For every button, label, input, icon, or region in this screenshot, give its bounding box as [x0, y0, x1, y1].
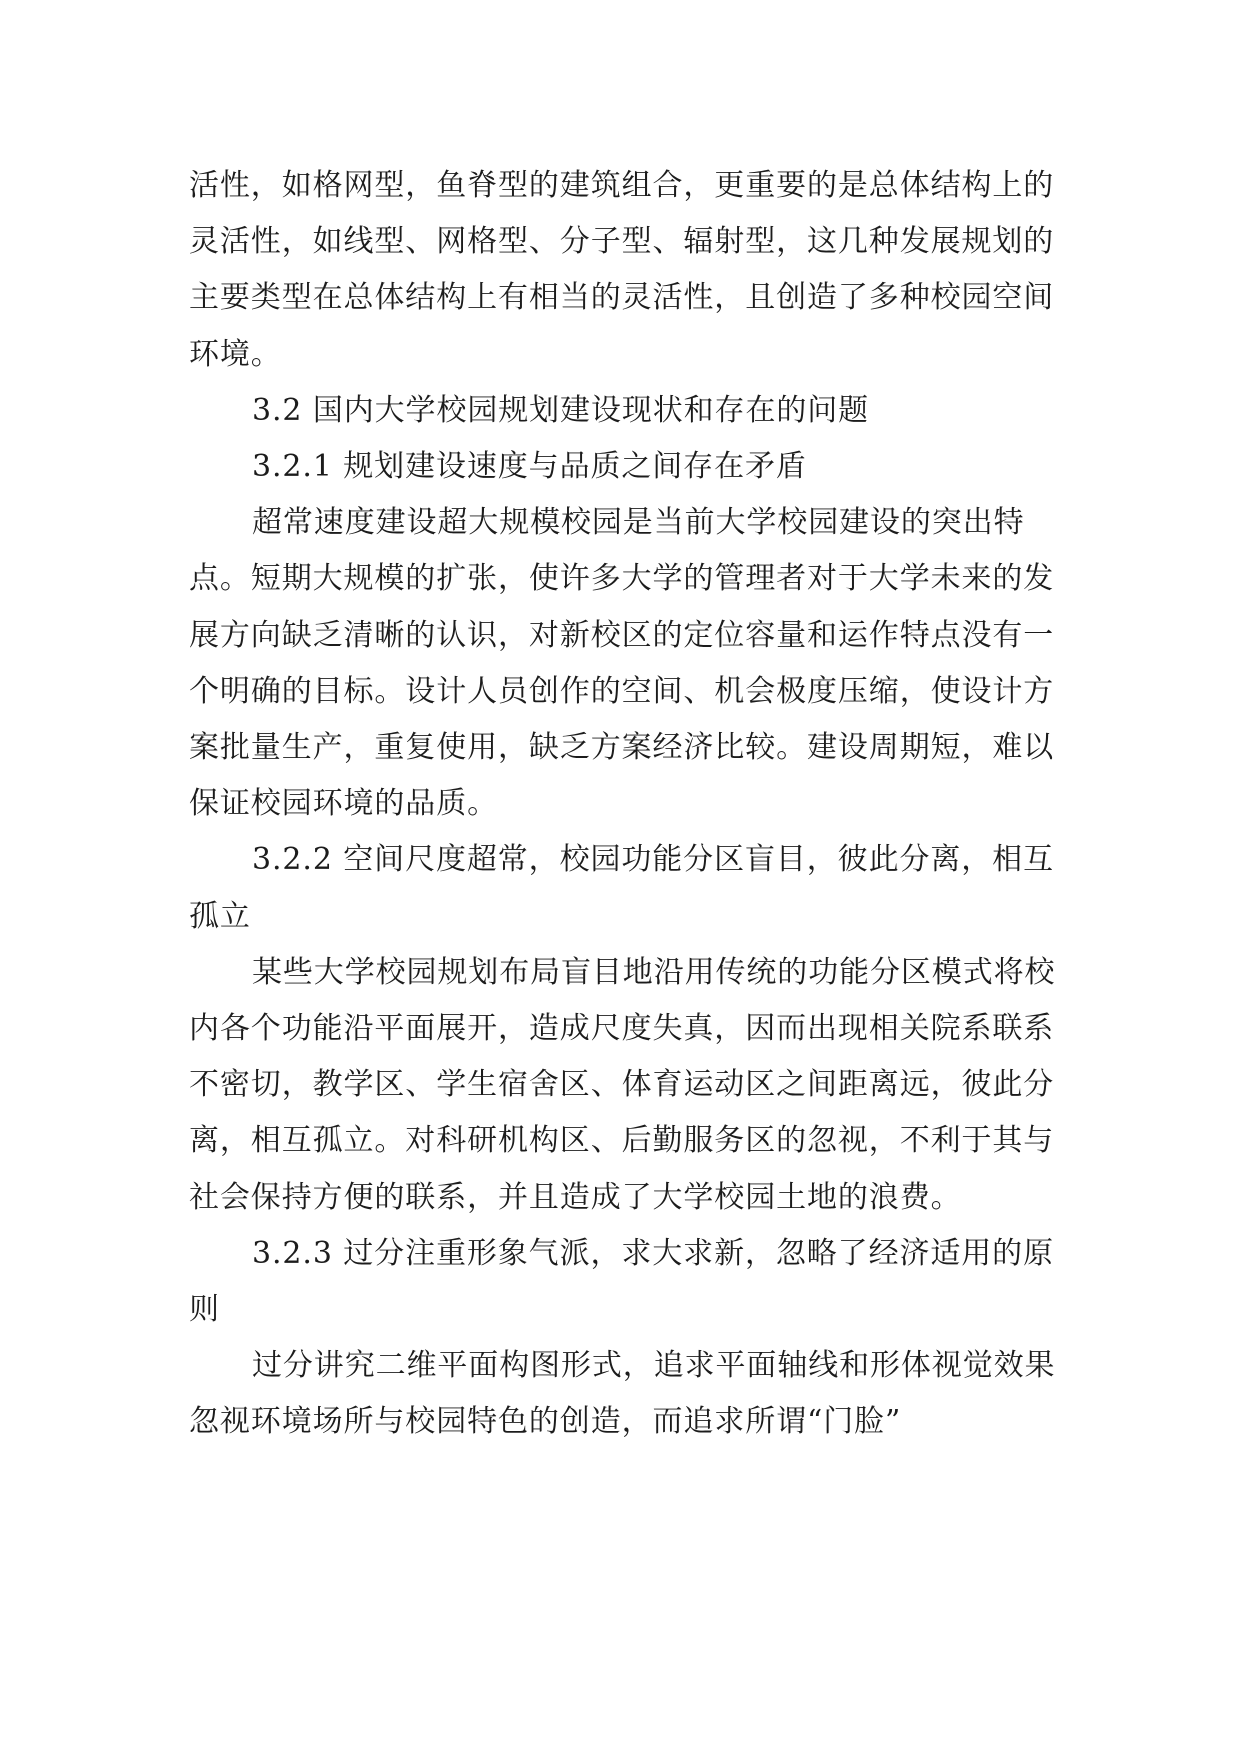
paragraph-3-2-2: 某些大学校园规划布局盲目地沿用传统的功能分区模式将校内各个功能沿平面展开，造成尺度失真，因而出现相关院系联系不密切，教学区、学生宿舍区、体育运动区之间距离远，彼此分离，相互孤立。对科研机构区、后勤服务区的忽视，不利于其与社会保持方便的联系，并且造成了大学校园土地的浪费。 — [189, 954, 1056, 1215]
heading-3-2-3: 3.2.3 过分注重形象气派，求大求新，忽略了经济适用的原则 — [189, 1235, 1054, 1328]
paragraph-3-2-3: 过分讲究二维平面构图形式，追求平面轴线和形体视觉效果忽视环境场所与校园特色的创造，而追求所谓“门脸” — [189, 1348, 1056, 1440]
paragraph-continued: 活性，如格网型，鱼脊型的建筑组合，更重要的是总体结构上的灵活性，如线型、网格型、分子型、辐射型，这几种发展规划的主要类型在总体结构上有相当的灵活性，且创造了多种校园空间环境。 — [189, 168, 1055, 372]
heading-3-2-1: 3.2.1 规划建设速度与品质之间存在矛盾 — [252, 449, 807, 485]
document-body — [189, 158, 1059, 1451]
paragraph-3-2-1: 超常速度建设超大规模校园是当前大学校园建设的突出特点。短期大规模的扩张，使许多大学的管理者对于大学未来的发展方向缺乏清晰的认识，对新校区的定位容量和运作特点没有一个明确的目标。设计人员创作的空间、机会极度压缩，使设计方案批量生产，重复使用，缺乏方案经济比较。建设周期短，难以保证校园环境的品质。 — [189, 505, 1055, 822]
heading-3-2-2: 3.2.2 空间尺度超常，校园功能分区盲目，彼此分离，相互孤立 — [189, 842, 1054, 934]
heading-3-2: 3.2 国内大学校园规划建设现状和存在的问题 — [252, 392, 870, 428]
